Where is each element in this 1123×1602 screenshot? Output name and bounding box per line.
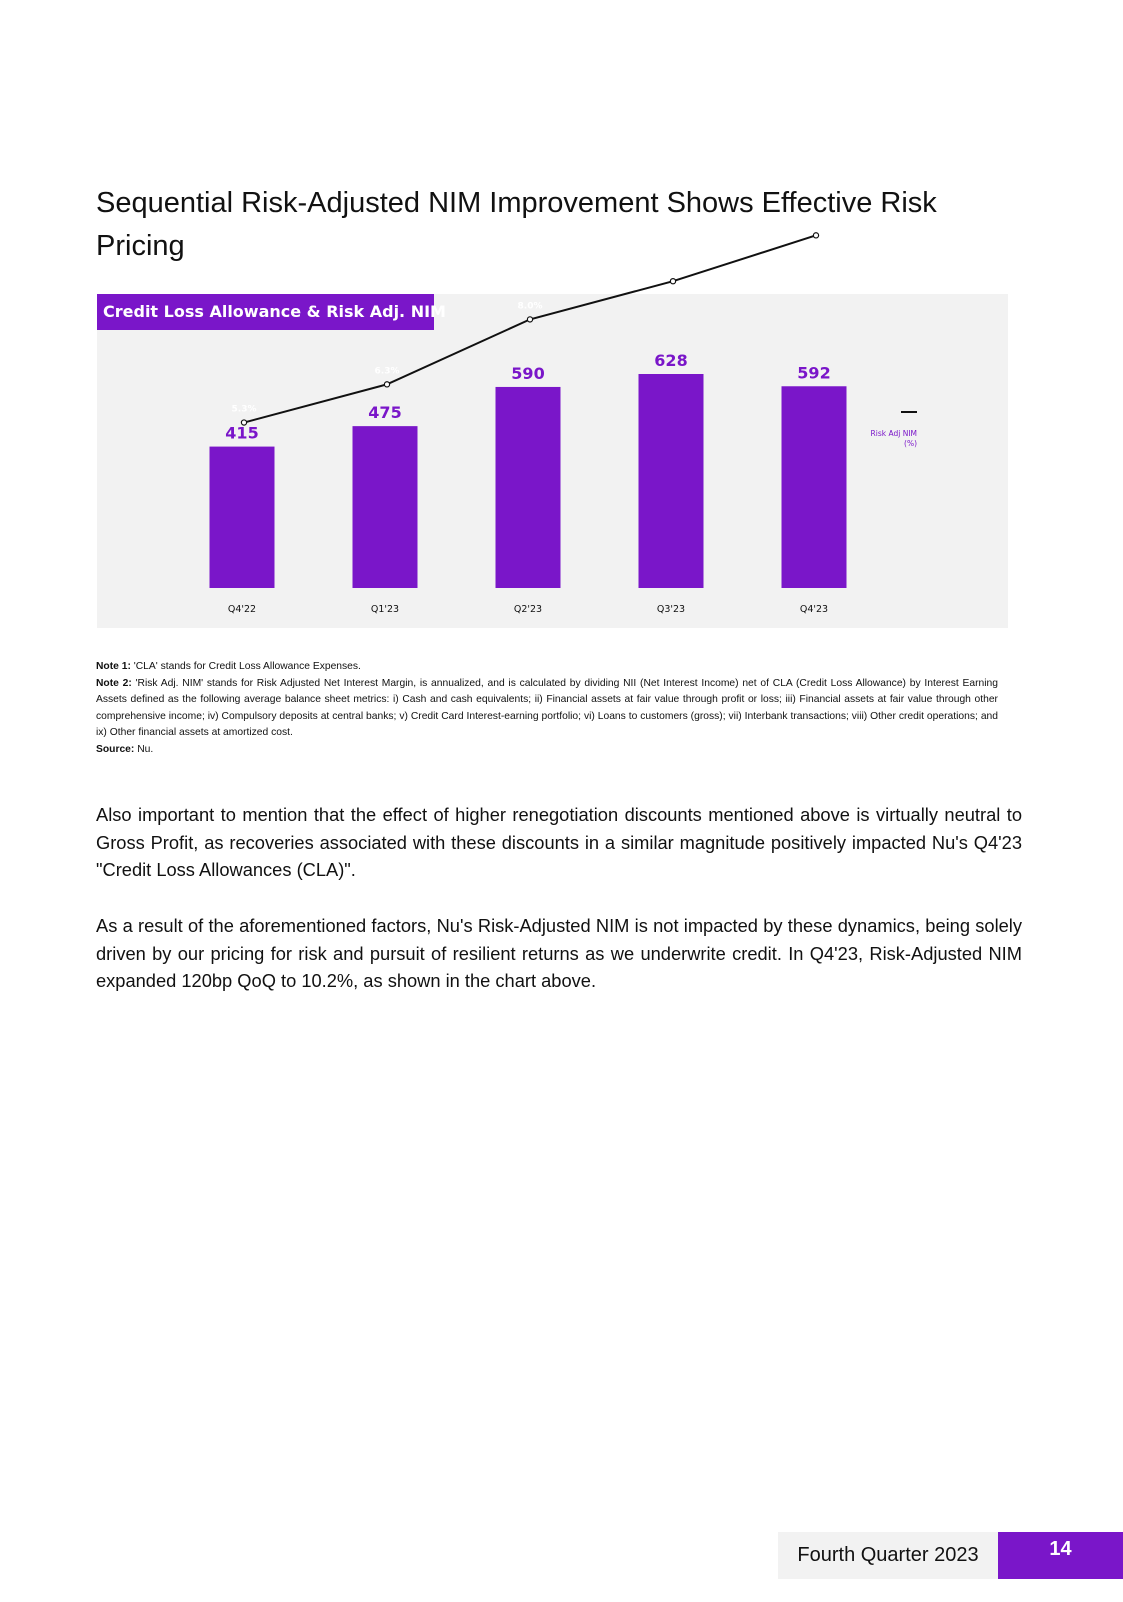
body-paragraph-2: As a result of the aforementioned factors, Nu's Risk-Adjusted NIM is not impacted by these dynamics, being solely driven by our pricing for risk and pursuit of resilient returns as we underwrite credit. In Q4'23, Risk-Adjusted NIM expanded 120bp QoQ to 10.2%, as shown in the chart above. [96,915,1022,991]
chart-title: Credit Loss Allowance & Risk Adj. NIM [97,294,434,330]
cla-bar [782,386,847,588]
nim-value-label: 6.3% [374,366,400,377]
cla-bar [210,447,275,588]
x-tick-label: Q2'23 [513,604,543,615]
note-2-text: 'Risk Adj. NIM' stands for Risk Adjusted Net Interest Margin, is annualized, and is calculated by dividing NII (Net Interest Income) net of CLA (Credit Loss Allowance) by Interest Earning Assets defined as the following average balance sheet metrics: i) Cash and cash equivalents; ii) Financial assets at fair value through profit or loss; iii) Financial assets at fair value through other comprehensive income; iv) Compulsory deposits at central banks; v) Credit Card Interest-earning portfolio; vi) Loans to customers (gross); vii) Interbank transactions; viii) Other credit operations; and ix) Other financial assets at amortized cost. [96,677,998,739]
x-tick-label: Q3'23 [656,604,686,615]
x-tick-label: Q4'23 [799,604,829,615]
note-1-text: 'CLA' stands for Credit Loss Allowance Expenses. [130,661,361,672]
x-tick-label: Q4'22 [227,604,257,615]
cla-value-label: 628 [654,351,688,370]
note-1 [96,659,998,676]
body-paragraph-1: Also important to mention that the effect of higher renegotiation discounts mentioned above is virtually neutral to Gross Profit, as recoveries associated with these discounts in a similar magnitude positively impacted Nu's Q4'23 "Credit Loss Allowances (CLA)". [96,804,1022,880]
cla-bar [639,374,704,588]
cla-value-label: 415 [225,423,259,443]
footer-quarter-label: Fourth Quarter 2023 [778,1532,998,1579]
source-text: Nu. [134,743,154,755]
cla-bar [496,387,561,588]
cla-value-label: 592 [797,363,831,383]
page-heading: Sequential Risk-Adjusted NIM Improvement Shows Effective Risk Pricing [96,187,937,262]
nim-value-label: 10.2% [800,217,832,228]
nim-value-label: 9.0% [660,263,686,274]
legend-layer [871,412,918,448]
footer-page-number: 14 [998,1532,1123,1579]
source-note [96,742,998,759]
cla-value-label: 475 [368,403,402,423]
note-2-label: Note 2: [96,677,132,689]
note-2 [96,676,998,742]
note-1-label: Note 1: [96,661,131,672]
nim-point [384,382,389,387]
nim-value-label: 8.0% [517,301,543,312]
source-label: Source: [96,743,135,755]
cla-bar [353,426,418,588]
nim-value-label: 5.3% [231,404,257,415]
legend-label-line2: (%) [904,439,917,448]
nim-point [527,317,532,322]
nim-point [813,233,818,238]
nim-point [670,279,675,284]
legend-label-line1: Risk Adj NIM [870,429,917,438]
chart-notes [96,659,998,759]
cla-value-label: 590 [511,363,545,383]
x-tick-label: Q1'23 [370,604,400,615]
